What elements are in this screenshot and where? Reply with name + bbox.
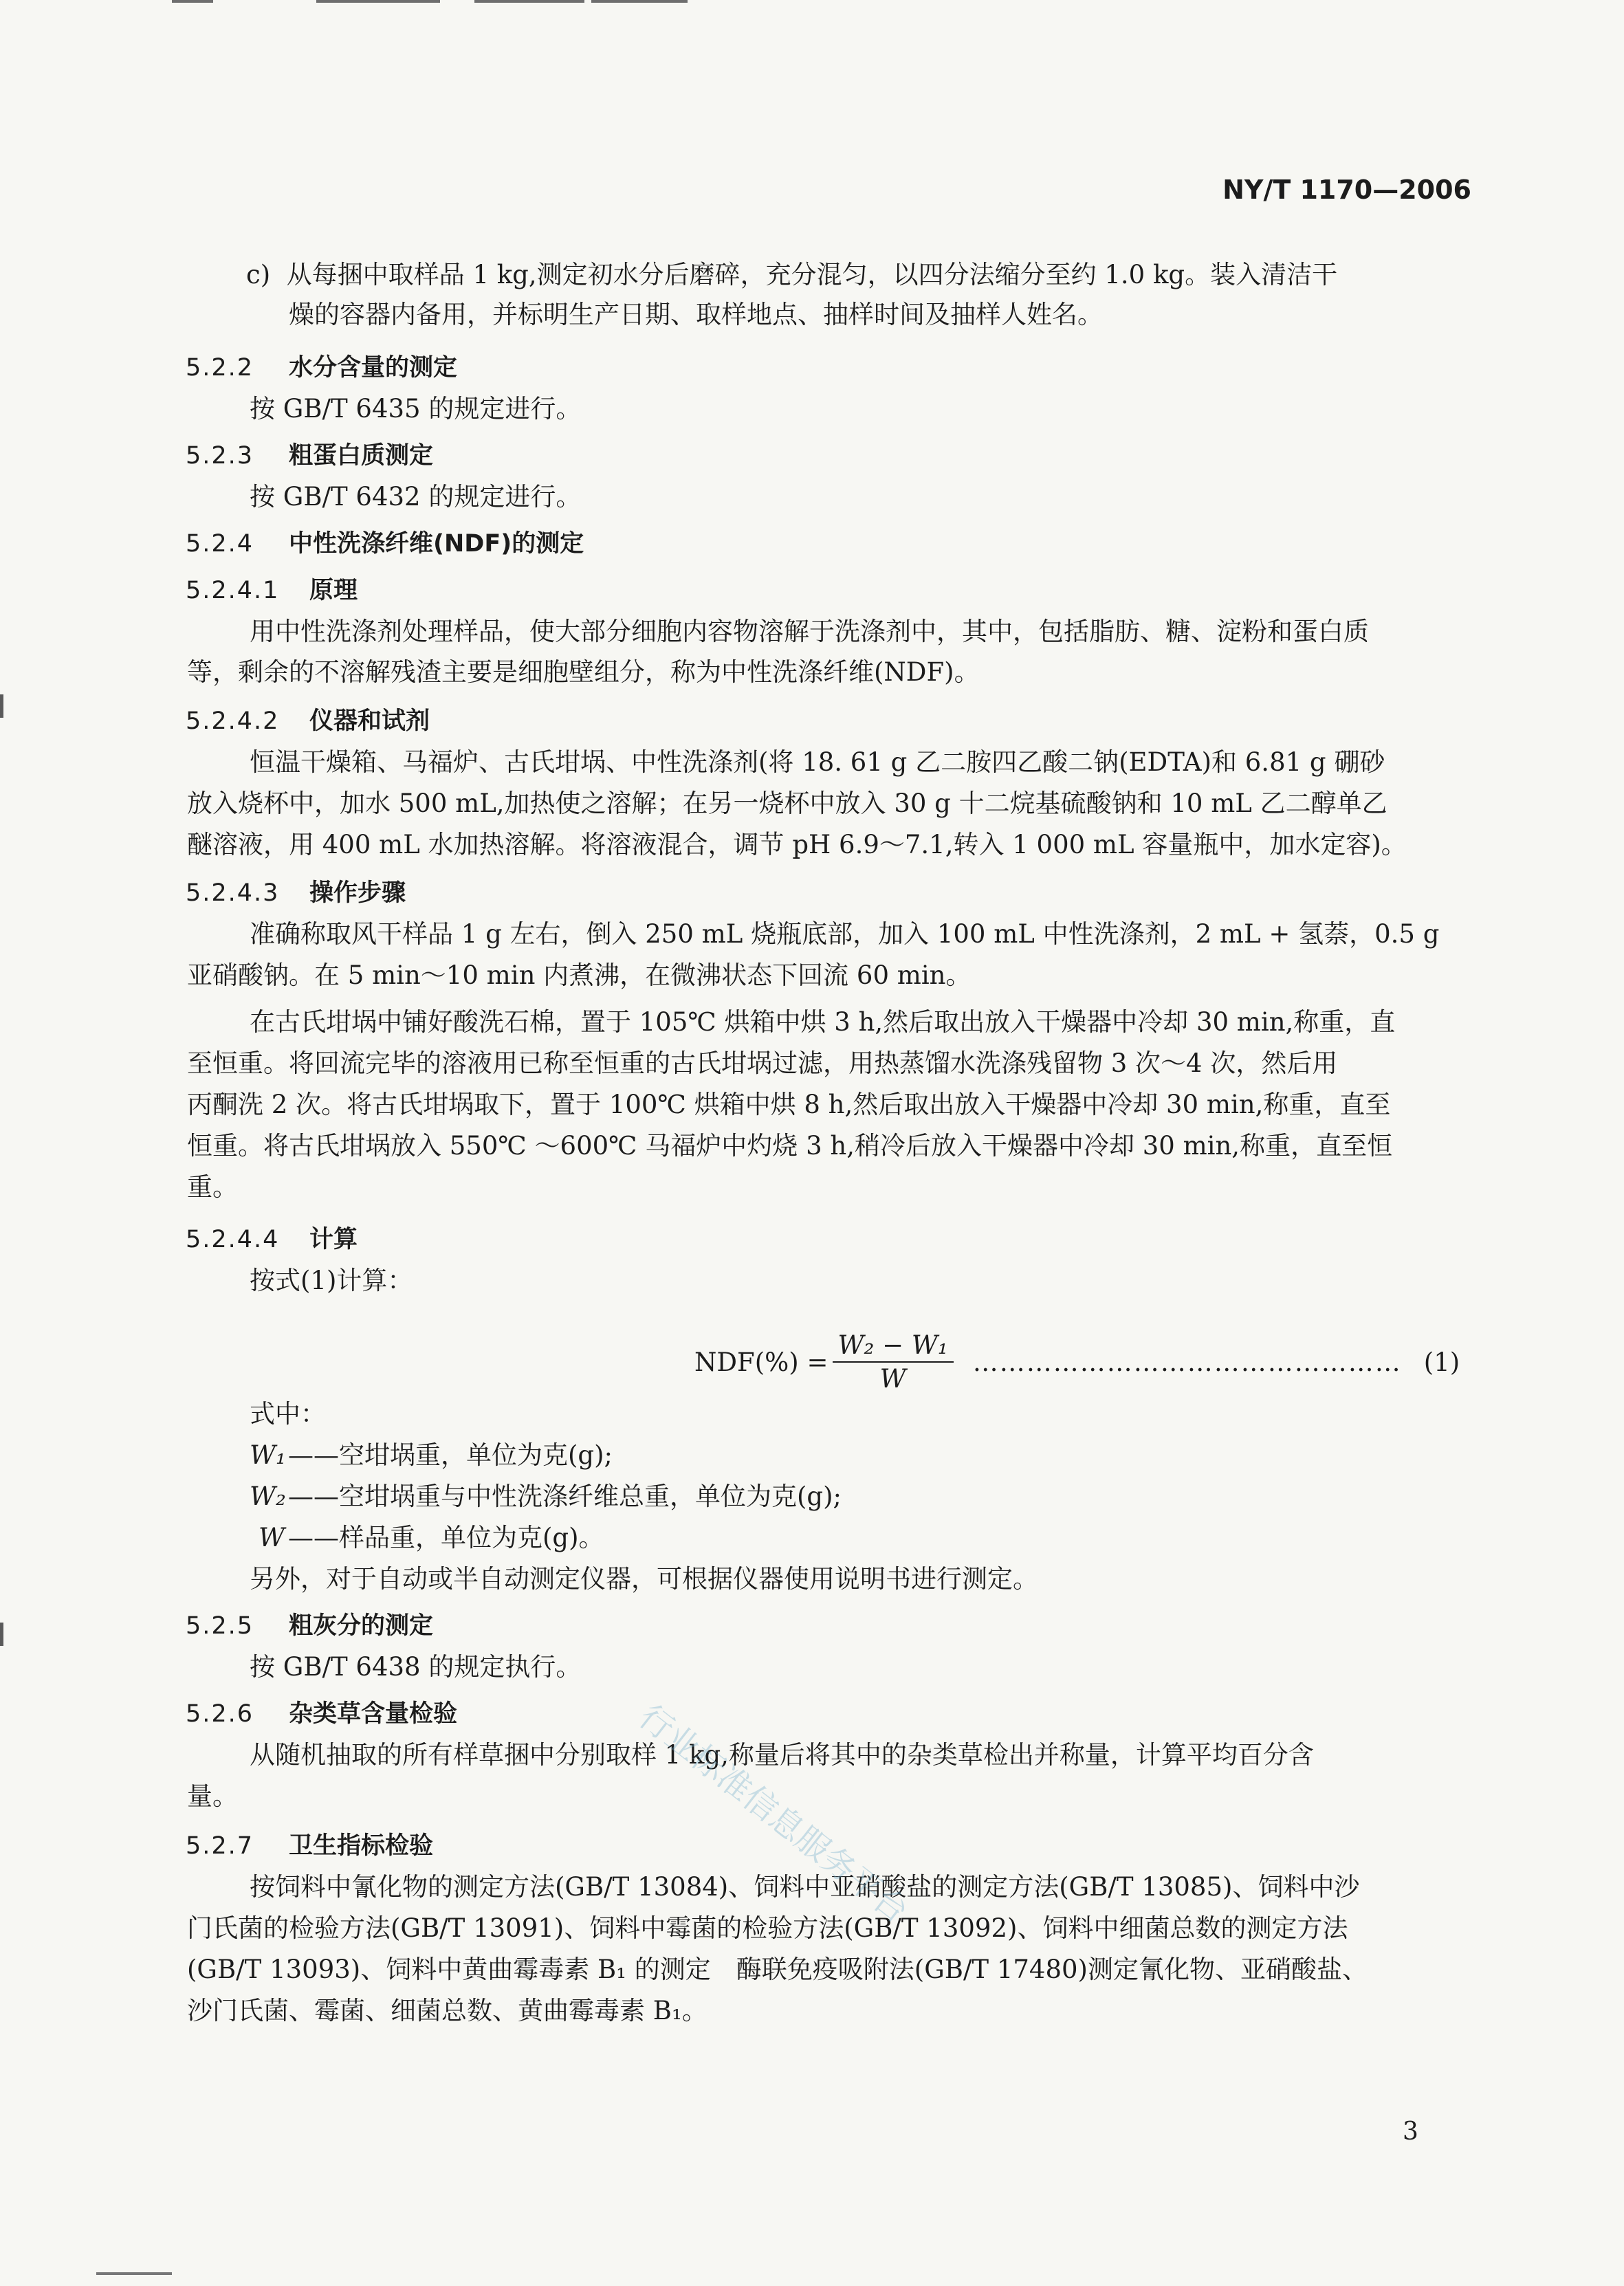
paragraph-line: 恒重。将古氏坩埚放入 550℃ ～600℃ 马福炉中灼烧 3 h,稍冷后放入干燥器中冷却 30 min,称重，直至恒 (187, 1131, 1393, 1161)
variable-symbol: W₂ (250, 1482, 286, 1511)
variable-definition-w (259, 1518, 604, 1558)
section-title: 计算 (309, 1226, 358, 1253)
section-number: 5.2.4.2 (186, 707, 280, 735)
scan-edge-marks (0, 0, 1624, 7)
variable-definition-w1 (250, 1436, 613, 1475)
section-number: 5.2.6 (186, 1700, 254, 1728)
section-body: 按 GB/T 6438 的规定执行。 (250, 1652, 582, 1682)
formula-intro: 按式(1)计算： (250, 1266, 413, 1295)
paragraph-line: 至恒重。将回流完毕的溶液用已称至恒重的古氏坩埚过滤，用热蒸馏水洗涤残留物 3 次～4 次，然后用 (187, 1048, 1338, 1078)
item-c-line: c) 从每捆中取样品 1 kg,测定初水分后磨碎，充分混匀，以四分法缩分至约 1.0 kg。装入清洁干 (246, 260, 1338, 289)
paragraph-line: 醚溶液，用 400 mL 水加热溶解。将溶液混合，调节 pH 6.9～7.1,转入 1 000 mL 容量瓶中，加水定容)。 (187, 830, 1407, 859)
formula-numerator: W₂ − W₁ (833, 1330, 954, 1363)
variable-description: ——空坩埚重与中性洗涤纤维总重，单位为克(g); (288, 1482, 842, 1511)
section-number: 5.2.3 (186, 442, 254, 470)
scan-edge-mark (0, 694, 3, 718)
paragraph-line: 门氏菌的检验方法(GB/T 13091)、饲料中霉菌的检验方法(GB/T 13092)、饲料中细菌总数的测定方法 (187, 1913, 1348, 1943)
watermark: 行业标准信息服务平台 (631, 1697, 916, 1931)
paragraph-line: 从随机抽取的所有样草捆中分别取样 1 kg,称量后将其中的杂类草检出并称量，计算平均百分含 (250, 1740, 1314, 1770)
scan-edge-mark (0, 1623, 3, 1646)
section-title: 中性洗涤纤维(NDF)的测定 (289, 530, 584, 558)
section-heading-5-2-2 (186, 348, 457, 388)
section-title: 粗蛋白质测定 (289, 442, 434, 470)
section-heading-5-2-4-3 (186, 873, 406, 913)
paragraph-line: 沙门氏菌、霉菌、细菌总数、黄曲霉毒素 B₁。 (187, 1996, 707, 2025)
document-number: NY/T 1170—2006 (1222, 175, 1471, 205)
paragraph-line: 在古氏坩埚中铺好酸洗石棉，置于 105℃ 烘箱中烘 3 h,然后取出放入干燥器中冷却 30 min,称重，直 (250, 1007, 1396, 1037)
paragraph-line: 放入烧杯中，加水 500 mL,加热使之溶解；在另一烧杯中放入 30 g 十二烷基硫酸钠和 10 mL 乙二醇单乙 (187, 789, 1387, 818)
equation-number: (1) (1423, 1347, 1460, 1377)
variable-description: ——样品重，单位为克(g)。 (288, 1523, 604, 1552)
formula-lhs: NDF(%) = (694, 1347, 829, 1377)
page-number: 3 (1403, 2118, 1418, 2146)
section-title: 杂类草含量检验 (289, 1700, 458, 1728)
section-heading-5-2-4-4 (186, 1220, 358, 1260)
section-heading-5-2-4 (186, 524, 584, 564)
section-title: 原理 (309, 577, 358, 604)
section-title: 水分含量的测定 (289, 354, 458, 382)
paragraph-line: 按饲料中氰化物的测定方法(GB/T 13084)、饲料中亚硝酸盐的测定方法(GB/T 13085)、饲料中沙 (250, 1872, 1360, 1902)
section-heading-5-2-7 (186, 1826, 433, 1866)
section-body: 按 GB/T 6432 的规定进行。 (250, 482, 582, 512)
variable-symbol: W₁ (250, 1440, 286, 1470)
section-body: 按 GB/T 6435 的规定进行。 (250, 394, 582, 424)
formula-denominator: W (879, 1364, 906, 1394)
section-title: 卫生指标检验 (289, 1832, 434, 1860)
section-heading-5-2-5 (186, 1606, 433, 1646)
section-number: 5.2.4 (186, 530, 254, 558)
paragraph-line: (GB/T 13093)、饲料中黄曲霉毒素 B₁ 的测定 酶联免疫吸附法(GB/T 17480)测定氰化物、亚硝酸盐、 (187, 1955, 1368, 1984)
section-number: 5.2.2 (186, 354, 254, 382)
paragraph-line: 准确称取风干样品 1 g 左右，倒入 250 mL 烧瓶底部，加入 100 mL 中性洗涤剂，2 mL + 氢萘，0.5 g (250, 919, 1440, 949)
variable-description: ——空坩埚重，单位为克(g); (288, 1440, 613, 1470)
paragraph-line: 丙酮洗 2 次。将古氏坩埚取下，置于 100℃ 烘箱中烘 8 h,然后取出放入干燥器中冷却 30 min,称重，直至 (187, 1090, 1391, 1119)
section-title: 仪器和试剂 (309, 707, 430, 735)
section-heading-5-2-4-1 (186, 571, 358, 611)
section-number: 5.2.7 (186, 1832, 254, 1860)
scan-edge-mark (96, 2272, 172, 2275)
section-title: 操作步骤 (309, 879, 406, 907)
paragraph-line: 恒温干燥箱、马福炉、古氏坩埚、中性洗涤剂(将 18. 61 g 乙二胺四乙酸二钠(EDTA)和 6.81 g 硼砂 (250, 747, 1385, 777)
section-heading-5-2-4-2 (186, 701, 430, 741)
section-number: 5.2.4.3 (186, 879, 280, 907)
formula-fraction (833, 1330, 954, 1394)
paragraph-line: 用中性洗涤剂处理样品，使大部分细胞内容物溶解于洗涤剂中，其中，包括脂肪、糖、淀粉和蛋白质 (250, 617, 1369, 646)
section-number: 5.2.4.1 (186, 577, 280, 604)
note-paragraph: 另外，对于自动或半自动测定仪器，可根据仪器使用说明书进行测定。 (250, 1564, 1038, 1594)
variable-symbol: W (259, 1523, 285, 1552)
paragraph-line: 量。 (187, 1781, 238, 1811)
section-heading-5-2-6 (186, 1694, 457, 1734)
paragraph-line: 等，剩余的不溶解残渣主要是细胞壁组分，称为中性洗涤纤维(NDF)。 (187, 657, 980, 687)
section-heading-5-2-3 (186, 436, 433, 476)
paragraph-line: 重。 (187, 1172, 238, 1202)
where-label: 式中： (250, 1399, 326, 1429)
variable-definition-w2 (250, 1477, 842, 1517)
paragraph-line: 亚硝酸钠。在 5 min～10 min 内煮沸，在微沸状态下回流 60 min。 (187, 960, 972, 990)
section-number: 5.2.4.4 (186, 1226, 280, 1253)
section-number: 5.2.5 (186, 1612, 254, 1640)
item-c-line: 燥的容器内备用，并标明生产日期、取样地点、抽样时间及抽样人姓名。 (289, 300, 1103, 329)
formula-leader-dots: ………………………………………… (972, 1347, 1402, 1377)
ndf-formula (694, 1324, 1460, 1400)
section-title: 粗灰分的测定 (289, 1612, 434, 1640)
